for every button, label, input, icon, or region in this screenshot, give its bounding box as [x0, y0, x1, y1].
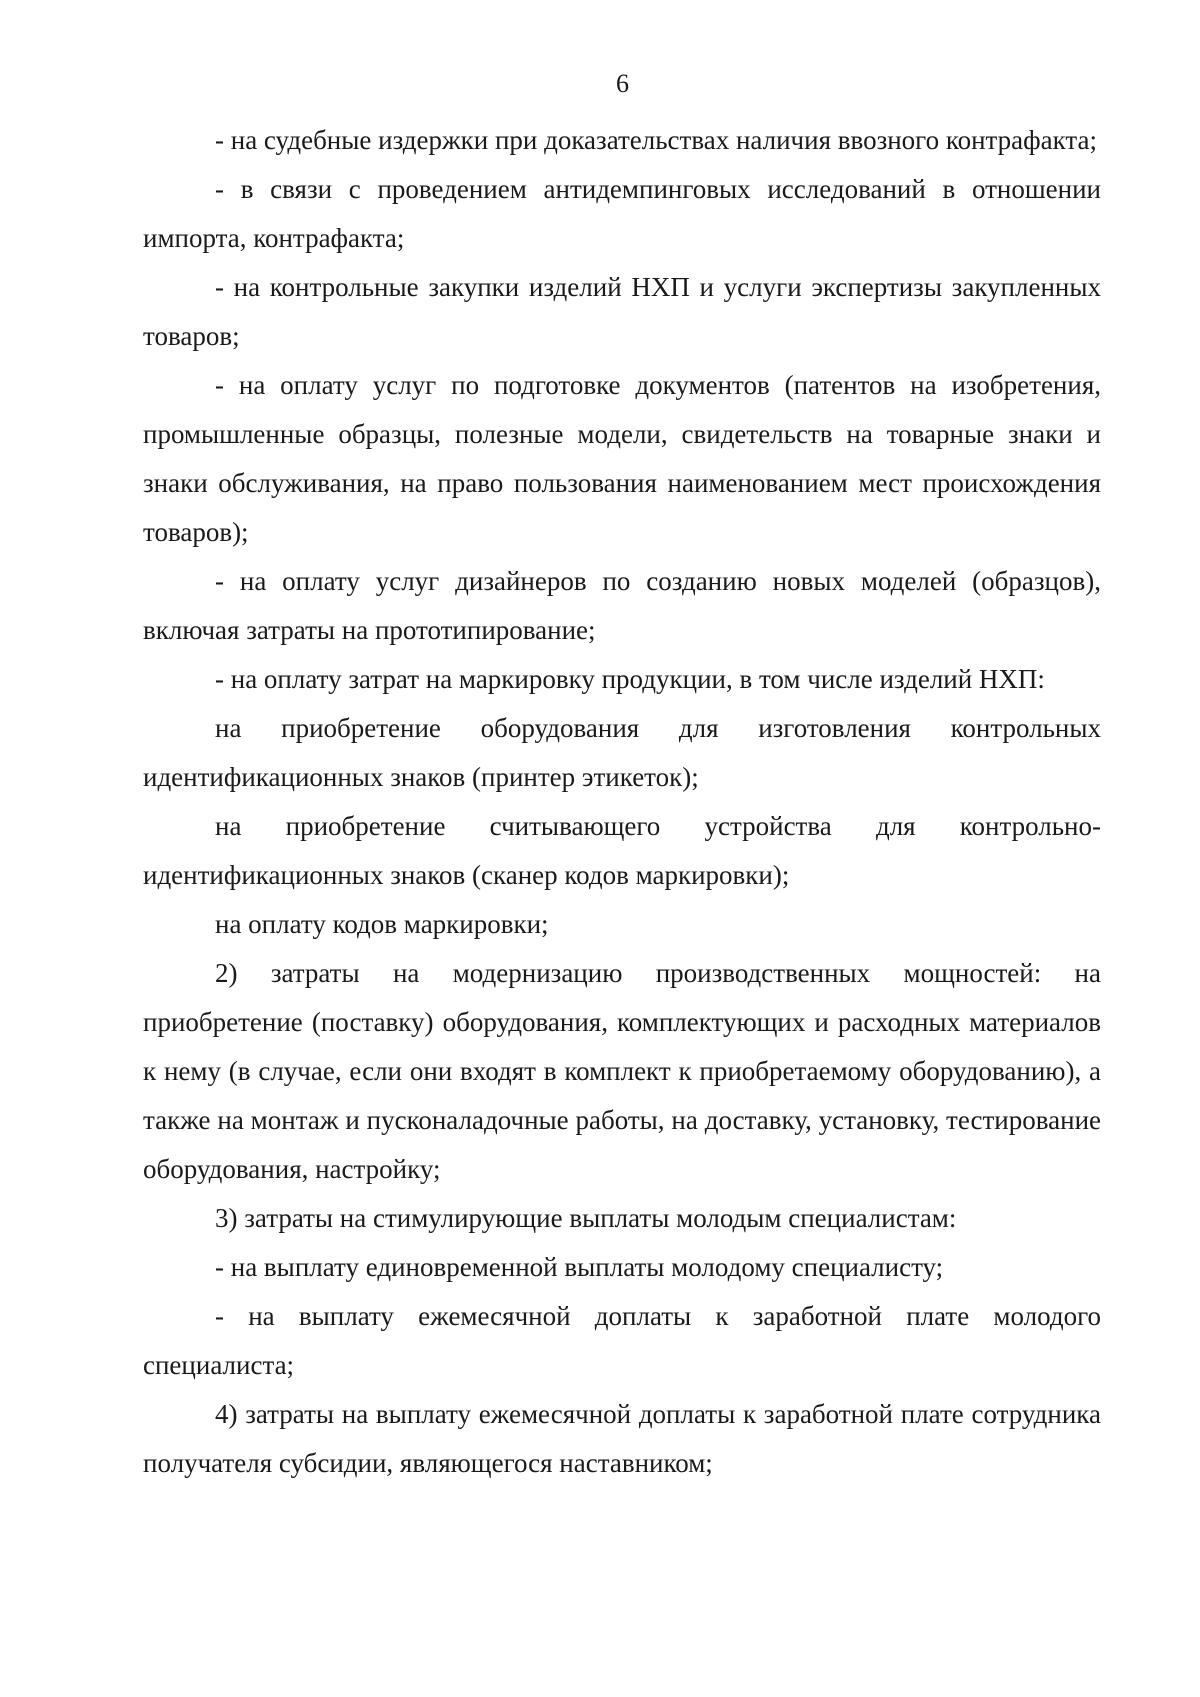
paragraph-lump-sum: - на выплату единовременной выплаты молодому специалисту;	[215, 1252, 944, 1282]
paragraph-scanner: на приобретение считывающего устройства для контрольно-идентификационных знаков (сканер кодов маркировки);	[143, 811, 1101, 890]
paragraph-document-preparation: - на оплату услуг по подготовке документов (патентов на изобретения, промышленные образцы, полезные модели, свидетельств на товарные знаки и знаки обслуживания, на право пользования наименованием мест происхождения товаров);	[143, 370, 1101, 547]
paragraph-young-specialists: 3) затраты на стимулирующие выплаты молодым специалистам:	[215, 1203, 957, 1233]
paragraph-control-purchases: - на контрольные закупки изделий НХП и услуги экспертизы закупленных товаров;	[143, 272, 1101, 351]
paragraph-marking-costs: - на оплату затрат на маркировку продукции, в том числе изделий НХП:	[215, 664, 1045, 694]
paragraph-monthly-bonus: - на выплату ежемесячной доплаты к заработной плате молодого специалиста;	[143, 1301, 1101, 1380]
paragraph-mentor-bonus: 4) затраты на выплату ежемесячной доплаты к заработной плате сотрудника получателя субсидии, являющегося наставником;	[143, 1399, 1101, 1478]
paragraph-designers: - на оплату услуг дизайнеров по созданию новых моделей (образцов), включая затраты на прототипирование;	[143, 566, 1101, 645]
document-body	[143, 116, 1101, 1488]
paragraph-antidumping: - в связи с проведением антидемпинговых исследований в отношении импорта, контрафакта;	[143, 174, 1101, 253]
paragraph-court-costs: - на судебные издержки при доказательствах наличия ввозного контрафакта;	[215, 125, 1097, 155]
paragraph-marking-codes: на оплату кодов маркировки;	[215, 909, 549, 939]
paragraph-label-printer: на приобретение оборудования для изготовления контрольных идентификационных знаков (принтер этикеток);	[143, 713, 1101, 792]
paragraph-modernization: 2) затраты на модернизацию производственных мощностей: на приобретение (поставку) оборудования, комплектующих и расходных материалов к нему (в случае, если они входят в комплект к приобретаемому оборудованию), а также на монтаж и пусконаладочные работы, на доставку, установку, тестирование оборудования, настройку;	[143, 958, 1101, 1184]
page-number: 6	[616, 69, 629, 98]
